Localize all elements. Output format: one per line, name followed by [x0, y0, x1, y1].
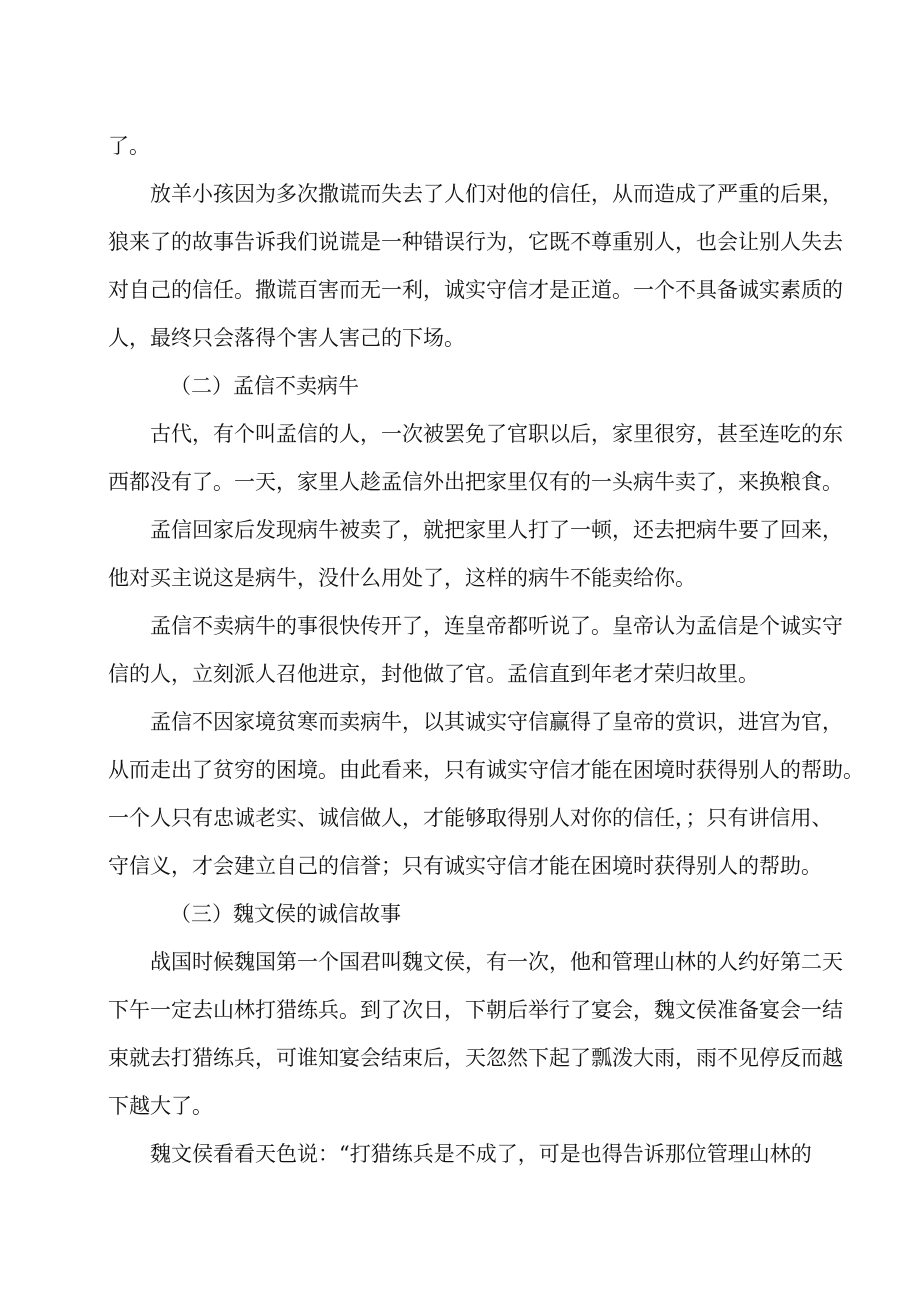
paragraph-line: 西都没有了。一天，家里人趁孟信外出把家里仅有的一头病牛卖了，来换粮食。	[108, 470, 843, 494]
paragraph-line: 对自己的信任。撒谎百害而无一利，诚实守信才是正道。一个不具备诚实素质的	[108, 278, 843, 302]
paragraph-line: 下午一定去山林打猎练兵。到了次日，下朝后举行了宴会，魏文侯准备宴会一结	[108, 998, 843, 1022]
paragraph-line: 人，最终只会落得个害人害己的下场。	[108, 326, 465, 350]
paragraph-line: 孟信不卖病牛的事很快传开了，连皇帝都听说了。皇帝认为孟信是个诚实守	[150, 614, 843, 638]
paragraph-line: 了。	[108, 134, 150, 158]
paragraph-line: 古代，有个叫孟信的人，一次被罢免了官职以后，家里很穷，甚至连吃的东	[150, 422, 843, 446]
paragraph-line: 孟信不因家境贫寒而卖病牛，以其诚实守信赢得了皇帝的赏识，进宫为官，	[150, 710, 843, 734]
paragraph-line: 狼来了的故事告诉我们说谎是一种错误行为，它既不尊重别人，也会让别人失去	[108, 230, 843, 254]
paragraph-line: 一个人只有忠诚老实、诚信做人，才能够取得别人对你的信任，；只有讲信用、	[108, 806, 833, 830]
paragraph-line: 下越大了。	[108, 1094, 213, 1118]
paragraph-line: 魏文侯看看天色说：“打猎练兵是不成了，可是也得告诉那位管理山林的	[150, 1142, 812, 1166]
paragraph-line: 信的人，立刻派人召他进京，封他做了官。孟信直到年老才荣归故里。	[108, 662, 759, 686]
document-body	[108, 122, 864, 1178]
paragraph-line: 战国时候魏国第一个国君叫魏文侯，有一次，他和管理山林的人约好第二天	[150, 950, 843, 974]
paragraph-line: 守信义，才会建立自己的信誉；只有诚实守信才能在困境时获得别人的帮助。	[108, 854, 822, 878]
paragraph-line: 放羊小孩因为多次撒谎而失去了人们对他的信任，从而造成了严重的后果，	[150, 182, 843, 206]
paragraph-line: 孟信回家后发现病牛被卖了，就把家里人打了一顿，还去把病牛要了回来，	[150, 518, 843, 542]
paragraph-line: 从而走出了贫穷的困境。由此看来，只有诚实守信才能在困境时获得别人的帮助。	[108, 758, 864, 782]
paragraph-line: 他对买主说这是病牛，没什么用处了，这样的病牛不能卖给你。	[108, 566, 696, 590]
section-heading: （二）孟信不卖病牛	[170, 374, 359, 398]
section-heading: （三）魏文侯的诚信故事	[170, 902, 401, 926]
paragraph-line: 束就去打猎练兵，可谁知宴会结束后，天忽然下起了瓢泼大雨，雨不见停反而越	[108, 1046, 843, 1070]
